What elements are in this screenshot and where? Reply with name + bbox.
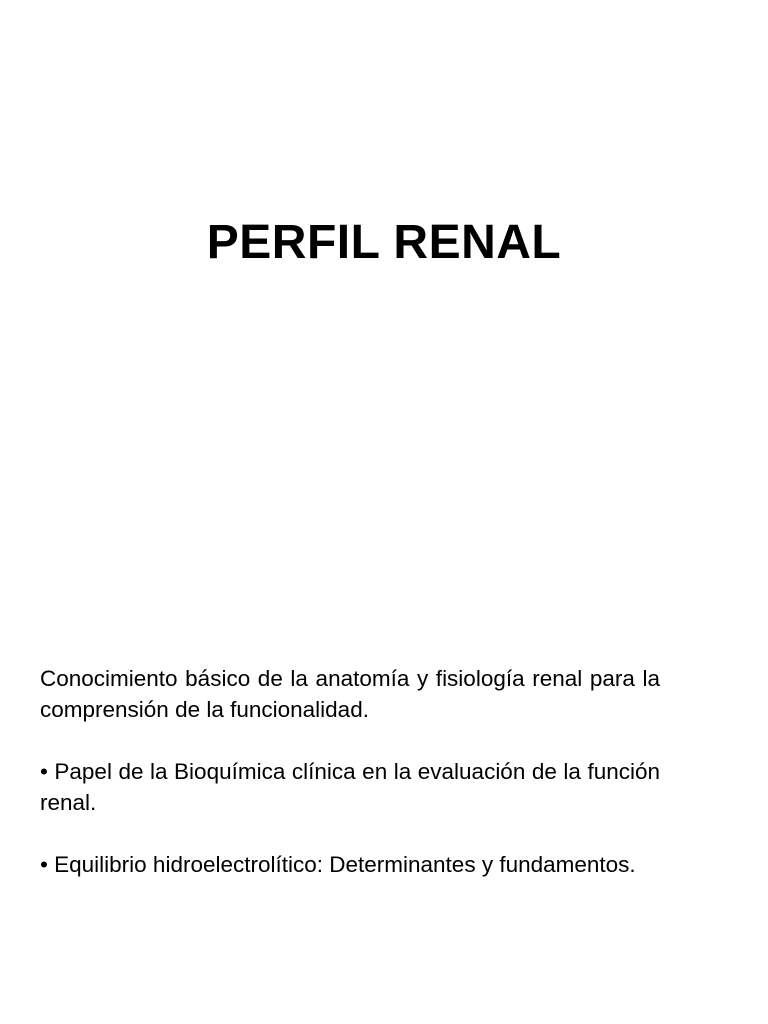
paragraph-intro: Conocimiento básico de la anatomía y fisiología renal para la comprensión de la funcionalidad.: [40, 666, 660, 722]
slide-title: PERFIL RENAL: [206, 216, 562, 269]
slide-body: [40, 663, 660, 880]
bullet-biochemistry: • Papel de la Bioquímica clínica en la evaluación de la función renal.: [40, 759, 660, 815]
bullet-hydroelectrolytic: • Equilibrio hidroelectrolítico: Determinantes y fundamentos.: [40, 852, 636, 877]
